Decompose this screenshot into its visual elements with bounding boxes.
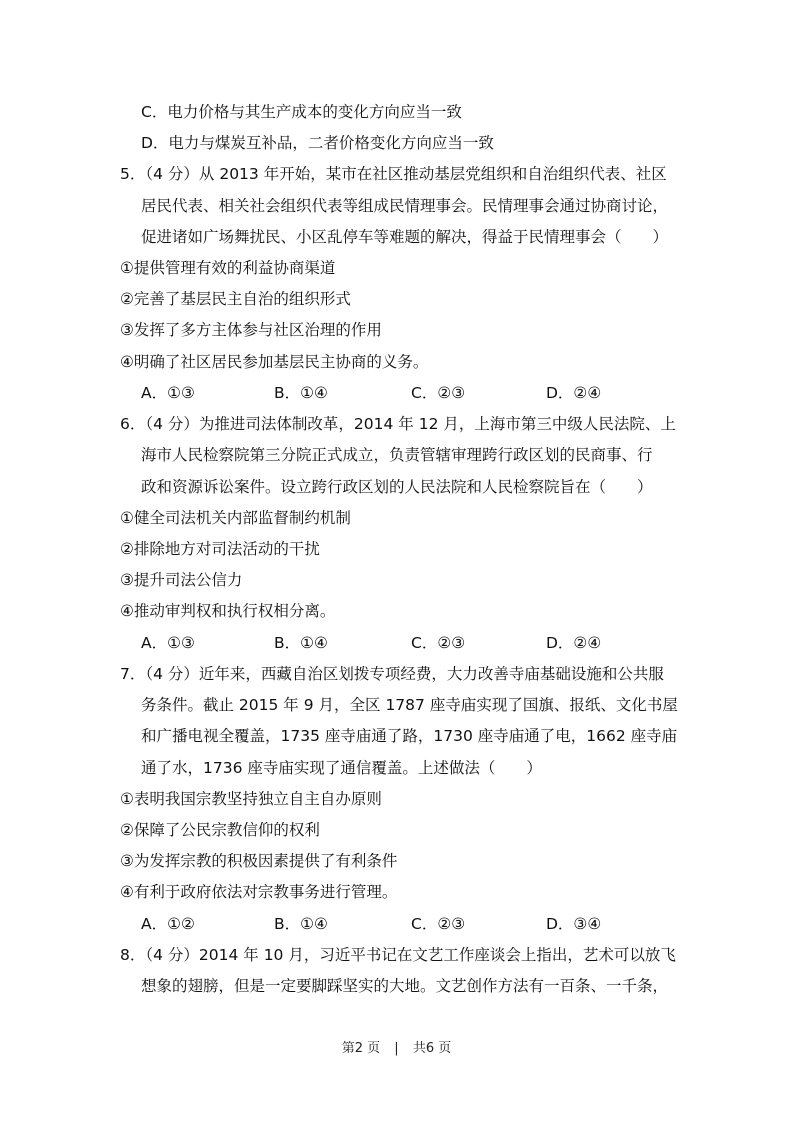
page-footer (0, 1040, 793, 1058)
q5-item-2: ②完善了基层民主自治的组织形式 (120, 290, 351, 308)
q6-stem-line-2: 海市人民检察院第三分院正式成立，负责管辖审理跨行政区划的民商事、行 (141, 446, 653, 464)
footer-separator: | (394, 1041, 399, 1056)
q5-stem-line-3: 促进诸如广场舞扰民、小区乱停车等难题的解决，得益于民情理事会（ ） (141, 228, 669, 246)
q6-option-a: A．①③ (141, 634, 195, 652)
q7-stem-line-1: 7．（4 分）近年来，西藏自治区划拨专项经费，大力改善寺庙基础设施和公共服 (120, 665, 664, 683)
q4-option-c: C．电力价格与其生产成本的变化方向应当一致 (141, 103, 462, 121)
q6-item-3: ③提升司法公信力 (120, 571, 243, 589)
q5-option-b: B．①④ (274, 384, 328, 402)
q6-item-2: ②排除地方对司法活动的干扰 (120, 540, 320, 558)
q7-stem-line-4: 通了水，1736 座寺庙实现了通信覆盖。上述做法（ ） (141, 759, 542, 777)
q6-stem-line-3: 政和资源诉讼案件。设立跨行政区划的人民法院和人民检察院旨在（ ） (141, 478, 653, 496)
q5-option-a: A．①③ (141, 384, 195, 402)
q5-option-d: D．②④ (546, 384, 602, 402)
q7-option-b: B．①④ (274, 915, 328, 933)
q7-stem-line-2: 务条件。截止 2015 年 9 月，全区 1787 座寺庙实现了国旗、报纸、文化书屋 (141, 696, 678, 714)
q8-stem-line-2: 想象的翅膀，但是一定要脚踩坚实的大地。文艺创作方法有一百条、一千条， (141, 977, 669, 995)
q5-item-3: ③发挥了多方主体参与社区治理的作用 (120, 321, 382, 339)
q4-option-d: D．电力与煤炭互补品，二者价格变化方向应当一致 (141, 134, 494, 152)
q7-item-1: ①表明我国宗教坚持独立自主自办原则 (120, 790, 382, 808)
q7-option-d: D．③④ (546, 915, 602, 933)
current-page-number: 第2 页 (341, 1041, 381, 1056)
q5-option-c: C．②③ (411, 384, 466, 402)
q6-option-b: B．①④ (274, 634, 328, 652)
q6-item-4: ④推动审判权和执行权相分离。 (120, 602, 336, 620)
q7-item-3: ③为发挥宗教的积极因素提供了有利条件 (120, 852, 398, 870)
total-page-count: 共6 页 (412, 1041, 452, 1056)
q7-item-4: ④有利于政府依法对宗教事务进行管理。 (120, 883, 398, 901)
q6-option-d: D．②④ (546, 634, 602, 652)
q5-item-1: ①提供管理有效的利益协商渠道 (120, 259, 336, 277)
q5-stem-line-2: 居民代表、相关社会组织代表等组成民情理事会。民情理事会通过协商讨论， (141, 197, 669, 215)
q6-stem-line-1: 6．（4 分）为推进司法体制改革，2014 年 12 月，上海市第三中级人民法院、上 (120, 415, 676, 433)
q8-stem-line-1: 8．（4 分）2014 年 10 月，习近平书记在文艺工作座谈会上指出，艺术可以放飞 (120, 946, 676, 964)
q6-item-1: ①健全司法机关内部监督制约机制 (120, 509, 351, 527)
q7-option-c: C．②③ (411, 915, 466, 933)
q7-item-2: ②保障了公民宗教信仰的权利 (120, 821, 320, 839)
q7-stem-line-3: 和广播电视全覆盖，1735 座寺庙通了路，1730 座寺庙通了电，1662 座寺庙 (141, 727, 678, 745)
q6-option-c: C．②③ (411, 634, 466, 652)
q5-stem-line-1: 5．（4 分）从 2013 年开始，某市在社区推动基层党组织和自治组织代表、社区 (120, 165, 667, 183)
q5-item-4: ④明确了社区居民参加基层民主协商的义务。 (120, 353, 429, 371)
q7-option-a: A．①② (141, 915, 195, 933)
